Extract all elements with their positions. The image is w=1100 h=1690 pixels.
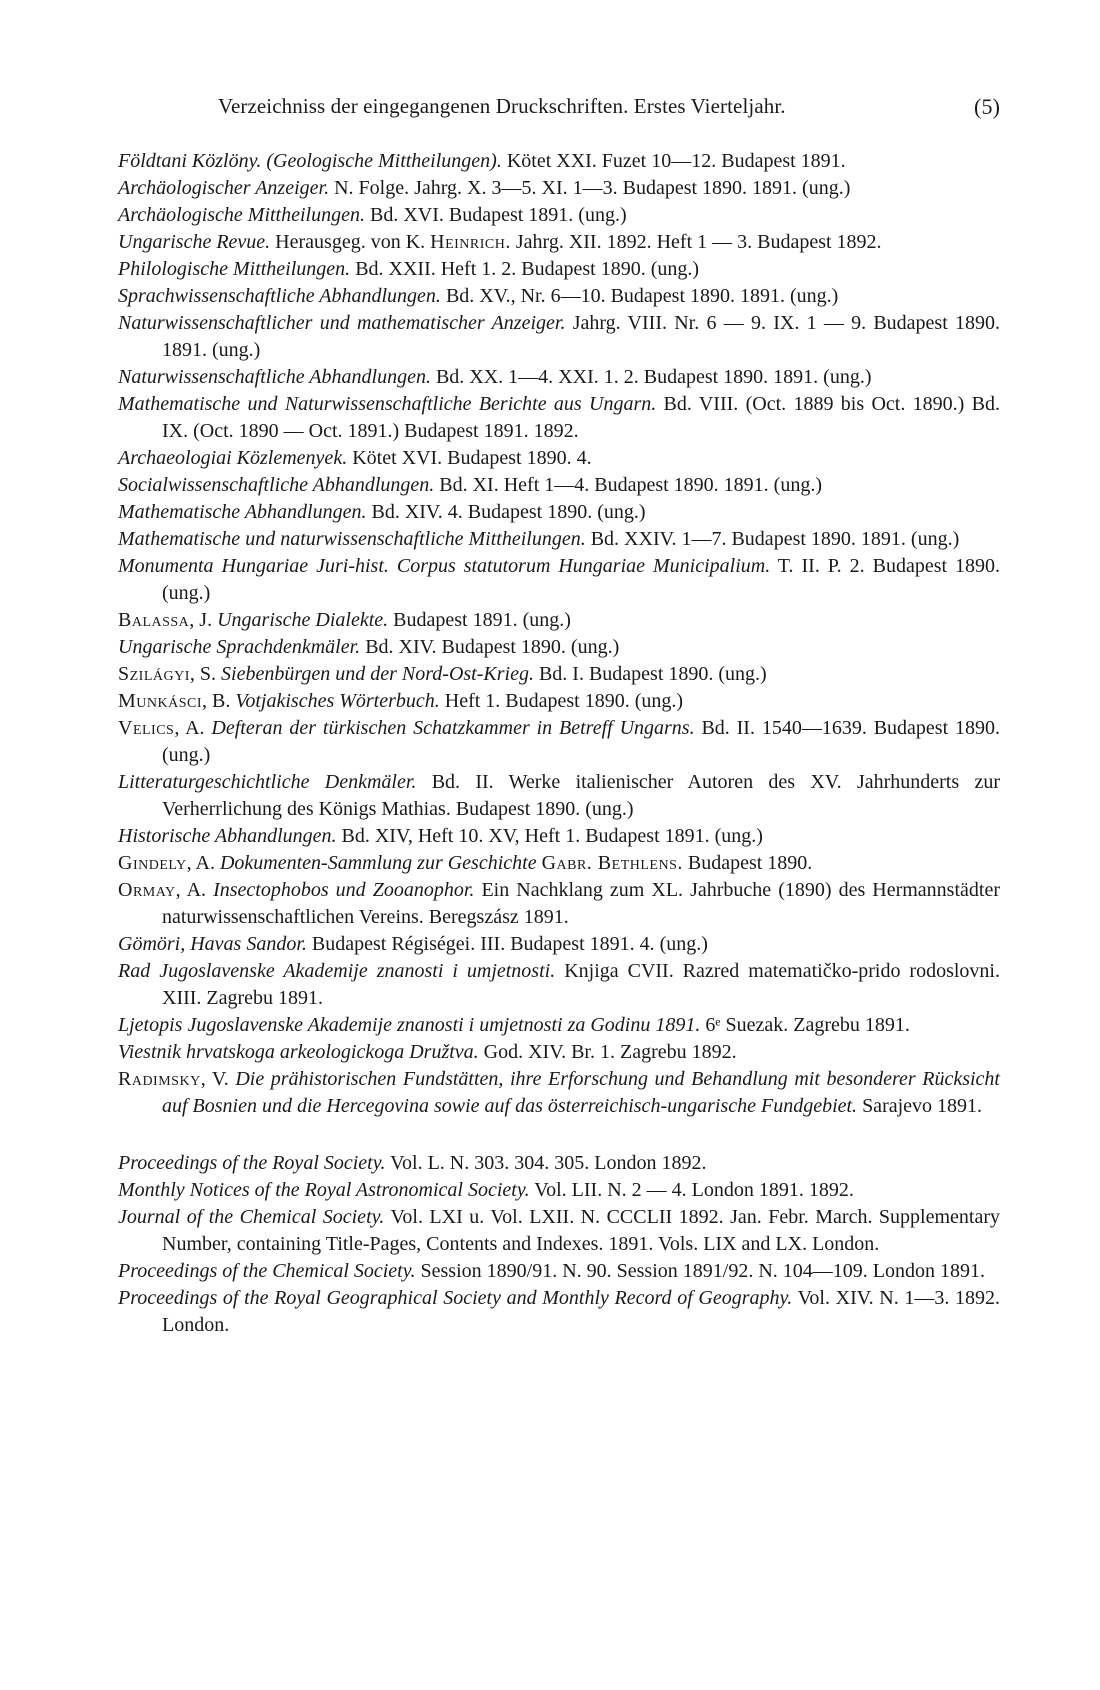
entry-details: Kötet XXI. Fuzet 10—12. Budapest 1891. — [501, 150, 846, 172]
bibliography-entry — [118, 850, 1000, 877]
bibliography-entry — [118, 472, 1000, 499]
bibliography-entry — [118, 391, 1000, 445]
entry-title: Ungarische Sprachdenkmäler. — [118, 636, 361, 658]
bibliography-entry — [118, 931, 1000, 958]
entry-author: Gindely — [118, 852, 187, 874]
entry-title: Mathematische und naturwissenschaftliche Mittheilungen. — [118, 528, 586, 550]
entry-details: Ein Nachklang zum XL. Jahrbuche (1890) des Hermannstädter naturwissenschaftlichen Vereins. Beregszász 1891. — [162, 879, 1000, 928]
entry-details: Heft 1. Budapest 1890. (ung.) — [439, 690, 684, 712]
entry-author: Gabr. Bethlens. — [541, 852, 683, 874]
entry-title: Journal of the Chemical Society. — [118, 1206, 385, 1228]
entry-details: Bd. XIV, Heft 10. XV, Heft 1. Budapest 1891. (ung.) — [336, 825, 763, 847]
entry-title: Insectophobos und Zooanophor. — [213, 879, 475, 901]
entry-details: Knjiga CVII. Razred matematičko-prido rodoslovni. XIII. Zagrebu 1891. — [162, 960, 1000, 1009]
entry-details: Herausgeg. von K. — [270, 231, 431, 253]
bibliography-entry — [118, 1285, 1000, 1339]
entry-details: Bd. II. 1540—1639. Budapest 1890. (ung.) — [162, 717, 1001, 766]
entry-details: Vol. XIV. N. 1—3. 1892. London. — [162, 1287, 1000, 1336]
entry-details: Bd. I. Budapest 1890. (ung.) — [533, 663, 767, 685]
entry-title: Litteraturgeschichtliche Denkmäler. — [118, 771, 417, 793]
entry-details: T. II. P. 2. Budapest 1890. (ung.) — [162, 555, 1000, 604]
entry-title: Archäologischer Anzeiger. — [118, 177, 330, 199]
entry-details: Sarajevo 1891. — [857, 1095, 983, 1117]
entry-title: Földtani Közlöny. (Geologische Mittheilungen). — [118, 150, 502, 172]
entry-details: Vol. LXI u. Vol. LXII. N. CCCLII 1892. Jan. Febr. March. Supplementary Number, containing Title-Pages, Contents and Indexes. 1891. Vols. LIX and LX. London. — [162, 1206, 1001, 1255]
bibliography-entry — [118, 661, 1000, 688]
entry-details: Bd. XX. 1—4. XXI. 1. 2. Budapest 1890. 1891. (ung.) — [430, 366, 872, 388]
entry-details: 6ᵉ Suezak. Zagrebu 1891. — [700, 1014, 910, 1036]
entry-details: , A. — [175, 879, 214, 901]
entry-details: Budapest 1890. — [682, 852, 813, 874]
entry-details: Bd. XXII. Heft 1. 2. Budapest 1890. (ung.) — [350, 258, 700, 280]
entry-author: Velics — [118, 717, 175, 739]
entry-details: Bd. XXIV. 1—7. Budapest 1890. 1891. (ung.) — [585, 528, 960, 550]
entry-title: Archäologische Mittheilungen. — [118, 204, 365, 226]
entry-details: Bd. XVI. Budapest 1891. (ung.) — [364, 204, 627, 226]
bibliography-entry — [118, 1177, 1000, 1204]
bibliography-entry — [118, 715, 1000, 769]
entry-title: Gömöri, Havas Sandor. — [118, 933, 307, 955]
bibliography-entry — [118, 175, 1000, 202]
bibliography-list — [118, 148, 1000, 1339]
entry-title: Mathematische Abhandlungen. — [118, 501, 367, 523]
entry-details: Budapest Régiségei. III. Budapest 1891. 4. (ung.) — [306, 933, 708, 955]
entry-title: Socialwissenschaftliche Abhandlungen. — [118, 474, 435, 496]
entry-details: Kötet XVI. Budapest 1890. 4. — [347, 447, 592, 469]
entry-details: , B. — [202, 690, 236, 712]
entry-title: Votjakisches Wörterbuch. — [235, 690, 440, 712]
entry-details: Bd. XIV. 4. Budapest 1890. (ung.) — [366, 501, 646, 523]
bibliography-entry — [118, 877, 1000, 931]
entry-title: Defteran der türkischen Schatzkammer in Betreff Ungarns. — [211, 717, 695, 739]
bibliography-entry — [118, 256, 1000, 283]
bibliography-entry — [118, 445, 1000, 472]
entry-details: Bd. XI. Heft 1—4. Budapest 1890. 1891. (ung.) — [434, 474, 822, 496]
entry-author: Szilágyi — [118, 663, 190, 685]
entry-title: Mathematische und Naturwissenschaftliche Berichte aus Ungarn. — [118, 393, 657, 415]
entry-title: Die prähistorischen Fundstätten, ihre Erforschung und Behandlung mit besonderer Rücksicht auf Bosnien und die Hercegovina sowie auf das österreichisch-ungarische Fundgebiet. — [162, 1068, 1000, 1117]
entry-title: Monumenta Hungariae Juri-hist. Corpus statutorum Hungariae Municipalium. — [118, 555, 771, 577]
entry-title: Proceedings of the Chemical Society. — [118, 1260, 416, 1282]
entry-title: Proceedings of the Royal Society. — [118, 1152, 386, 1174]
entry-details: Vol. L. N. 303. 304. 305. London 1892. — [385, 1152, 707, 1174]
bibliography-entry — [118, 1150, 1000, 1177]
entry-details: N. Folge. Jahrg. X. 3—5. XI. 1—3. Budapest 1890. 1891. (ung.) — [329, 177, 851, 199]
bibliography-entry — [118, 526, 1000, 553]
entry-title: Historische Abhandlungen. — [118, 825, 337, 847]
entry-details: Bd. XIV. Budapest 1890. (ung.) — [360, 636, 620, 658]
entry-title: Ljetopis Jugoslavenske Akademije znanosti i umjetnosti za Godinu 1891. — [118, 1014, 701, 1036]
entry-details: , J. — [189, 609, 218, 631]
entry-title: Ungarische Revue. — [118, 231, 271, 253]
entry-details: Budapest 1891. (ung.) — [388, 609, 571, 631]
entry-details: Bd. II. Werke italienischer Autoren des XV. Jahrhunderts zur Verherrlichung des Königs Mathias. Budapest 1890. (ung.) — [162, 771, 1000, 820]
entry-author: Ormay — [118, 879, 176, 901]
entry-author: Munkásci — [118, 690, 203, 712]
entry-title: Ungarische Dialekte. — [217, 609, 389, 631]
bibliography-entry — [118, 1258, 1000, 1285]
entry-details: Jahrg. XII. 1892. Heft 1 — 3. Budapest 1892. — [510, 231, 882, 253]
bibliography-entry — [118, 202, 1000, 229]
bibliography-entry — [118, 958, 1000, 1012]
bibliography-entry — [118, 364, 1000, 391]
entry-details: , A. — [174, 717, 212, 739]
entry-title: Naturwissenschaftliche Abhandlungen. — [118, 366, 431, 388]
entry-title: Viestnik hrvatskoga arkeologickoga Družtva. — [118, 1041, 479, 1063]
page-number: (5) — [974, 94, 1000, 119]
bibliography-entry — [118, 823, 1000, 850]
bibliography-entry — [118, 1066, 1000, 1120]
entry-details: Session 1890/91. N. 90. Session 1891/92. N. 104—109. London 1891. — [415, 1260, 985, 1282]
entry-title: Archaeologiai Közlemenyek. — [118, 447, 348, 469]
entry-title: Dokumenten-Sammlung zur Geschichte — [219, 852, 542, 874]
entry-author: Balassa — [118, 609, 190, 631]
bibliography-entry — [118, 688, 1000, 715]
entry-details: Bd. XV., Nr. 6—10. Budapest 1890. 1891. (ung.) — [440, 285, 839, 307]
entry-details: Vol. LII. N. 2 — 4. London 1891. 1892. — [529, 1179, 854, 1201]
bibliography-entry — [118, 1012, 1000, 1039]
entry-author: Radimsky — [118, 1068, 201, 1090]
entry-details: , S. — [189, 663, 222, 685]
entry-author: Heinrich. — [430, 231, 511, 253]
bibliography-entry — [118, 148, 1000, 175]
entry-details: , A. — [186, 852, 220, 874]
bibliography-entry — [118, 283, 1000, 310]
entry-details: Jahrg. VIII. Nr. 6 — 9. IX. 1 — 9. Budapest 1890. 1891. (ung.) — [162, 312, 1001, 361]
entry-details: , V. — [200, 1068, 236, 1090]
entry-details: God. XIV. Br. 1. Zagrebu 1892. — [478, 1041, 737, 1063]
entry-title: Philologische Mittheilungen. — [118, 258, 351, 280]
bibliography-entry — [118, 1204, 1000, 1258]
entry-details: Bd. VIII. (Oct. 1889 bis Oct. 1890.) Bd. IX. (Oct. 1890 — Oct. 1891.) Budapest 1891. 1892. — [162, 393, 1000, 442]
bibliography-entry — [118, 634, 1000, 661]
bibliography-entry — [118, 310, 1000, 364]
entry-title: Proceedings of the Royal Geographical Society and Monthly Record of Geography. — [118, 1287, 793, 1309]
header-title: Verzeichniss der eingegangenen Druckschriften. Erstes Vierteljahr. — [218, 94, 786, 118]
bibliography-entry — [118, 607, 1000, 634]
bibliography-entry — [118, 553, 1000, 607]
entry-title: Siebenbürgen und der Nord-Ost-Krieg. — [221, 663, 534, 685]
entry-title: Monthly Notices of the Royal Astronomical Society. — [118, 1179, 530, 1201]
entry-title: Rad Jugoslavenske Akademije znanosti i umjetnosti. — [118, 960, 556, 982]
entry-title: Naturwissenschaftlicher und mathematischer Anzeiger. — [118, 312, 566, 334]
entry-title: Sprachwissenschaftliche Abhandlungen. — [118, 285, 441, 307]
bibliography-entry — [118, 1039, 1000, 1066]
bibliography-entry — [118, 499, 1000, 526]
bibliography-entry — [118, 229, 1000, 256]
bibliography-entry — [118, 769, 1000, 823]
